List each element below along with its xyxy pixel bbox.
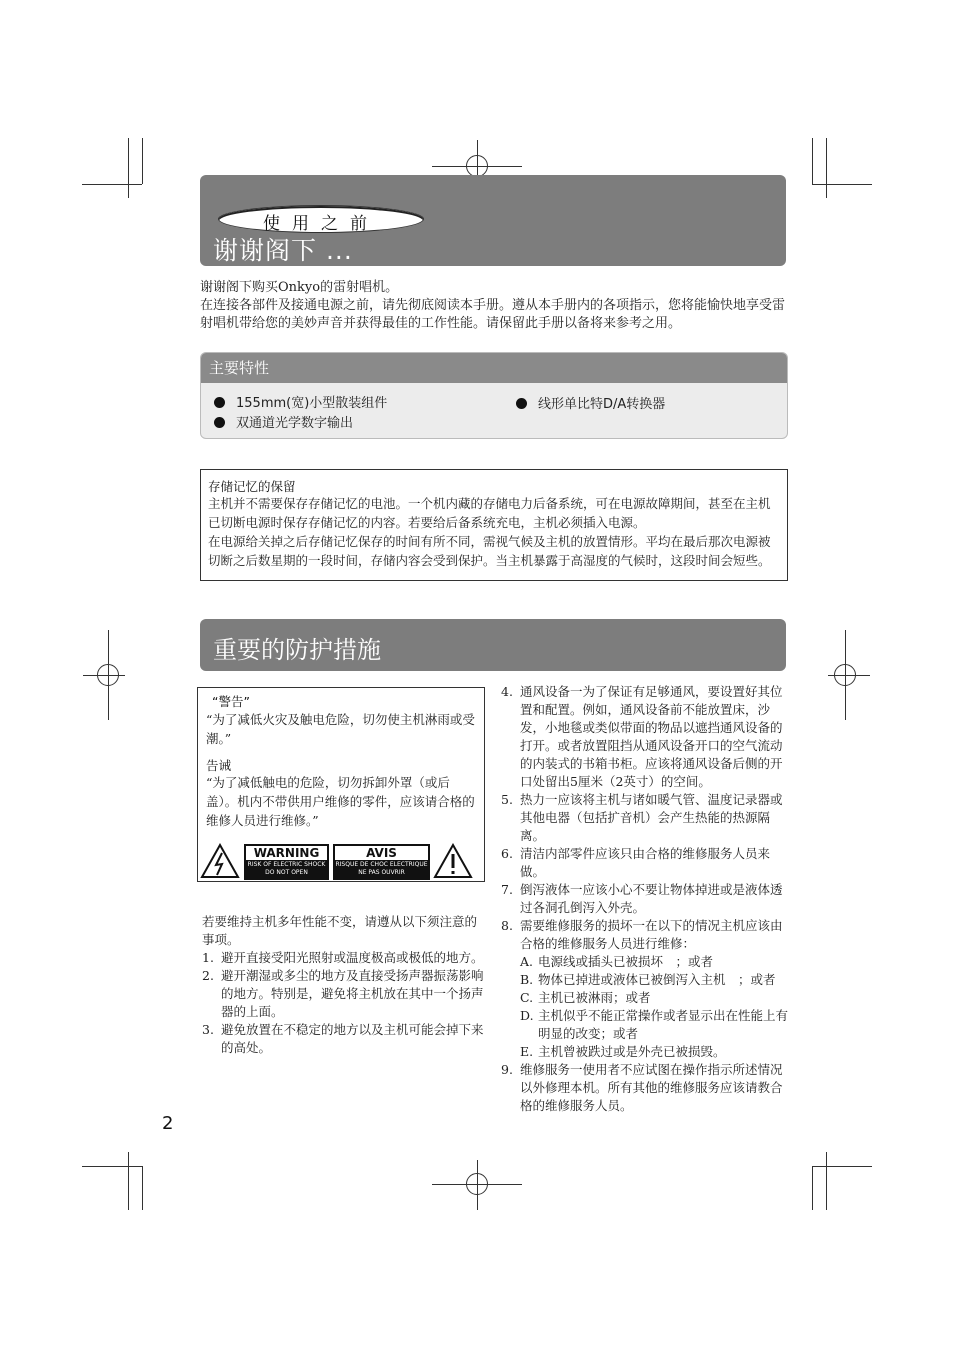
warning-heading: “警告” bbox=[212, 694, 250, 709]
intro-paragraph: 在连接各部件及接通电源之前，请先彻底阅读本手册。遵从本手册内的各项指示，您将能愉快地享受雷射唱机带给您的美妙声音并获得最佳的工作性能。请保留此手册以备将来参考之用。 bbox=[200, 298, 786, 331]
section-title: 重要的防护措施 bbox=[213, 636, 381, 664]
list-item: 4. 通风设备一为了保证有足够通风，要设置好其位置和配置。例如，通风设备前不能放置床，沙发，小地毯或类似带面的物品以遮挡通风设备的打开。或者放置阻挡从通风设备开口的空气流动的内装式的书箱书柜。应该将通风设备后侧的开口处留出5厘米（2英寸）的空间。 bbox=[501, 684, 783, 789]
caution-text: “为了减低触电的危险，切勿拆卸外罩（或后盖）。机内不带供用户维修的零件，应该请合格的维修人员进行维修。” bbox=[206, 775, 475, 828]
bullet-icon bbox=[516, 398, 527, 409]
caution-heading: 告诫 bbox=[206, 758, 232, 773]
feature-item: 线形单比特D/A转换器 bbox=[516, 393, 665, 412]
list-item: 9. 维修服务一使用者不应试图在操作指示所述情况以外修理本机。所有其他的维修服务应该请教合格的维修服务人员。 bbox=[501, 1062, 783, 1113]
list-item: 3. 避免放置在不稳定的地方以及主机可能会掉下来的高处。 bbox=[202, 1022, 484, 1055]
intro-line: 谢谢阁下购买Onkyo的雷射唱机。 bbox=[200, 280, 399, 295]
list-item: 6. 清洁内部零件应该只由合格的维修服务人员来做。 bbox=[501, 846, 771, 879]
memory-heading: 存储记忆的保留 bbox=[208, 479, 296, 494]
bullet-icon bbox=[214, 397, 225, 408]
list-item: 2. 避开潮湿或多尘的地方及直接受扬声器振荡影响的地方。特别是，避免将主机放在其中一个扬声器的上面。 bbox=[202, 968, 484, 1019]
right-precautions bbox=[501, 683, 788, 1115]
list-subitem: A. 电源线或插头已被损坏 ；或者 bbox=[520, 954, 714, 969]
exclamation-warning-icon bbox=[433, 843, 473, 879]
list-item: 5. 热力一应该将主机与诸如暖气管、温度记录器或其他电器（包括扩音机）会产生热能的热源隔离。 bbox=[501, 792, 783, 843]
list-intro: 若要维持主机多年性能不变，请遵从以下须注意的事项。 bbox=[202, 914, 478, 947]
left-precautions bbox=[202, 913, 486, 1057]
list-item: 1. 避开直接受阳光照射或温度极高或极低的地方。 bbox=[202, 950, 484, 965]
bullet-icon bbox=[214, 417, 225, 428]
memory-paragraph: 在电源给关掉之后存储记忆保存的时间有所不同，需视气候及主机的放置情形。平均在最后那次电源被切断之后数星期的一段时间，存储内容会受到保护。当主机暴露于高湿度的气候时，这段时间会短些。 bbox=[208, 534, 771, 568]
list-subitem: E. 主机曾被跌过或是外壳已被损毁。 bbox=[520, 1044, 726, 1059]
list-subitem: B. 物体已掉进或液体已被倒泻入主机 ；或者 bbox=[520, 972, 776, 987]
page-number: 2 bbox=[162, 1113, 174, 1134]
features-heading: 主要特性 bbox=[201, 353, 787, 383]
warning-text: “为了减低火灾及触电危险，切勿使主机淋雨或受潮。” bbox=[206, 712, 475, 746]
list-subitem: C. 主机已被淋雨；或者 bbox=[520, 990, 651, 1005]
lightning-warning-icon bbox=[200, 843, 240, 879]
avis-label: AVIS RISQUE DE CHOC ELECTRIQUE NE PAS OUVRIR bbox=[333, 844, 430, 880]
section-pill: 使用之前 bbox=[218, 205, 424, 233]
memory-paragraph: 主机并不需要保存存储记忆的电池。一个机内藏的存储电力后备系统，可在电源故障期间，甚至在主机已切断电源时保存存储记忆的内容。若要给后备系统充电，主机必须插入电源。 bbox=[208, 496, 771, 530]
feature-item: 双通道光学数字输出 bbox=[214, 412, 353, 431]
list-subitem: D. 主机似乎不能正常操作或者显示出在性能上有明显的改变；或者 bbox=[520, 1008, 789, 1041]
list-item: 8. 需要维修服务的损坏一在以下的情况主机应该由合格的维修服务人员进行维修： bbox=[501, 918, 783, 951]
list-item: 7. 倒泻液体一应该小心不要让物体掉进或是液体透过各洞孔倒泻入外壳。 bbox=[501, 882, 783, 915]
page-title: 谢谢阁下 ... bbox=[213, 236, 353, 265]
feature-item: 155mm(宽)小型散装组件 bbox=[214, 392, 387, 411]
warning-label: WARNING RISK OF ELECTRIC SHOCK DO NOT OPEN bbox=[244, 844, 329, 880]
